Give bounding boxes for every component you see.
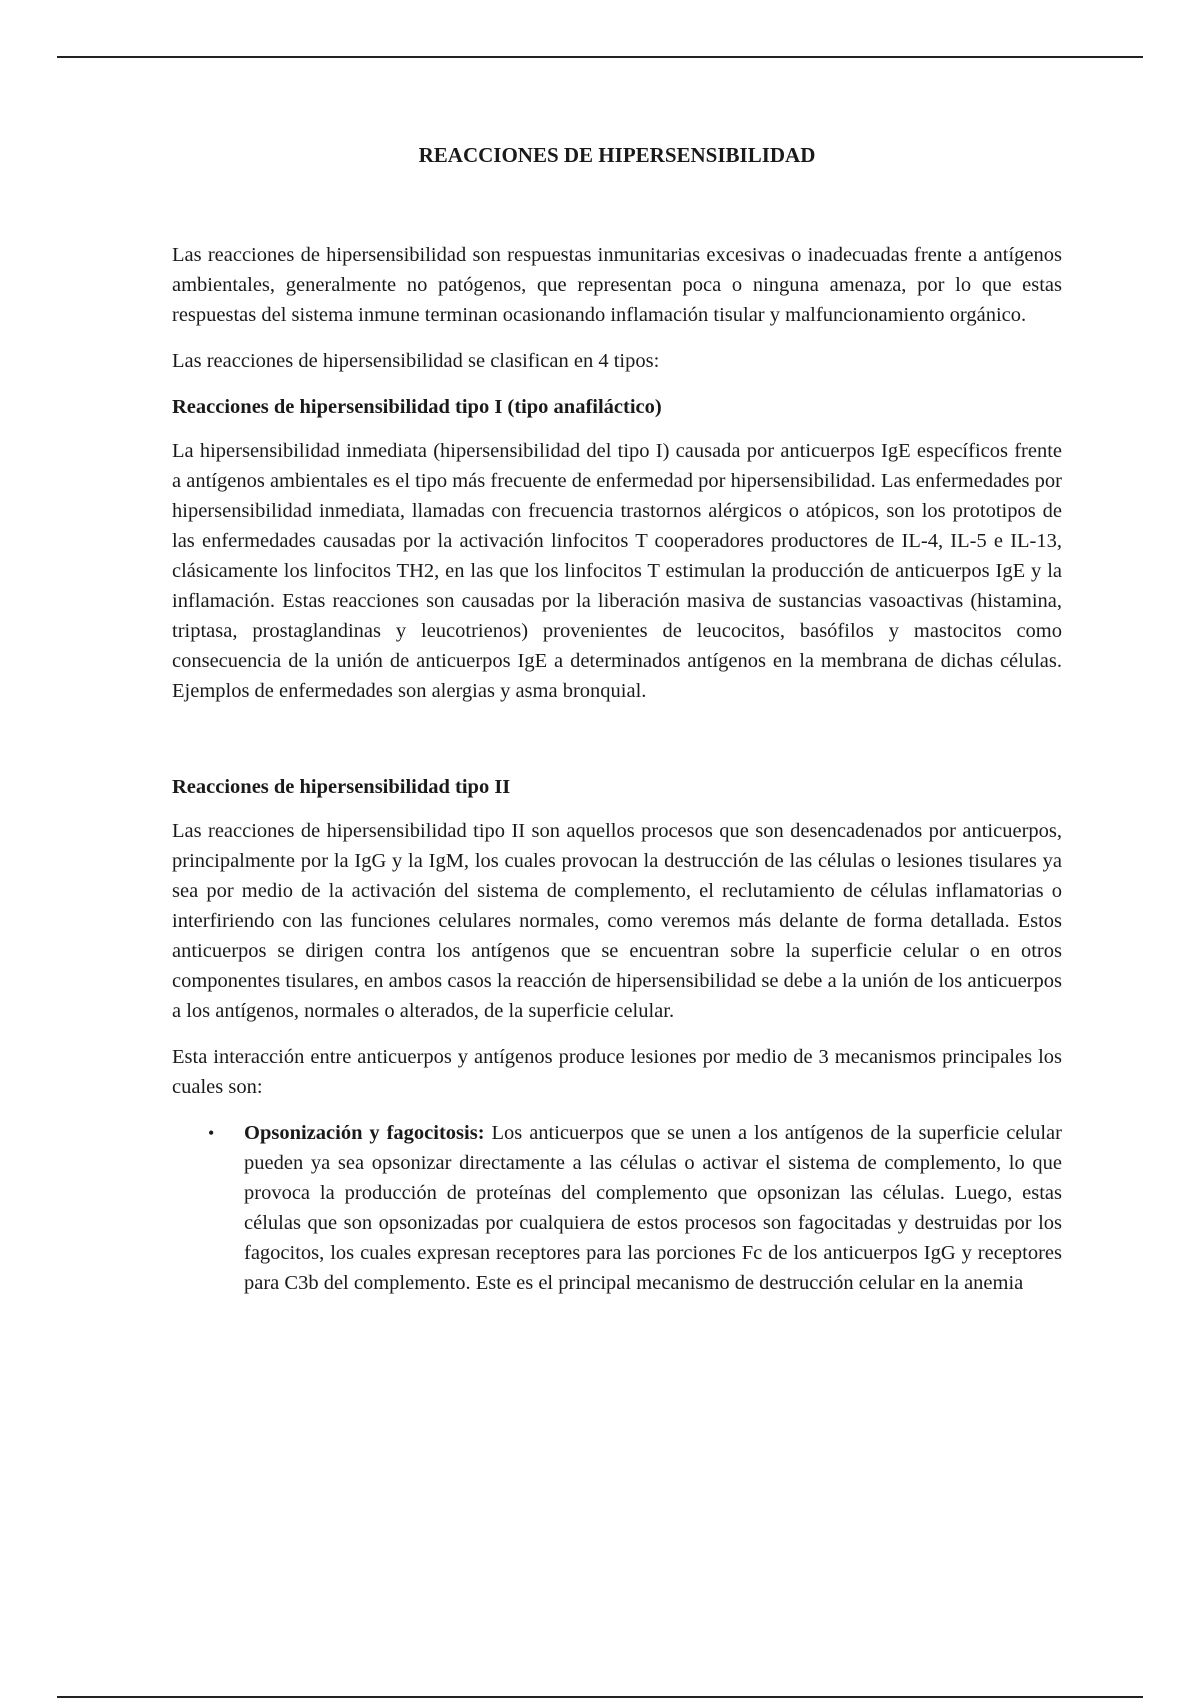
document-title: REACCIONES DE HIPERSENSIBILIDAD	[418, 143, 816, 167]
type2-heading: Reacciones de hipersensibilidad tipo II	[172, 776, 511, 798]
document-page	[172, 140, 1062, 1298]
type2-paragraph: Las reacciones de hipersensibilidad tipo II son aquellos procesos que son desencadenados por anticuerpos, principalmente por la IgG y la IgM, los cuales provocan la destrucción de las células o lesiones tisulares ya sea por medio de la activación del sistema de complemento, el reclutamiento de células inflamatorias o interfiriendo con las funciones celulares normales, como veremos más delante de forma detallada. Estos anticuerpos se dirigen contra los antígenos que se encuentran sobre la superficie celular o en otros componentes tisulares, en ambos casos la reacción de hipersensibilidad se debe a la unión de los anticuerpos a los antígenos, normales o alterados, de la superficie celular.	[172, 820, 1062, 1022]
bullet-icon: •	[208, 1123, 215, 1143]
mechanisms-list	[172, 1118, 1062, 1298]
section-spacer	[172, 722, 1062, 772]
top-rule	[57, 56, 1143, 58]
bullet-lead-text: Opsonización y fagocitosis:	[244, 1122, 485, 1144]
bottom-rule	[57, 1696, 1143, 1698]
intro-paragraph: Las reacciones de hipersensibilidad son respuestas inmunitarias excesivas o inadecuadas frente a antígenos ambientales, generalmente no patógenos, que representan poca o ninguna amenaza, por lo que estas respuestas del sistema inmune terminan ocasionando inflamación tisular y malfuncionamiento orgánico.	[172, 244, 1062, 326]
type1-heading: Reacciones de hipersensibilidad tipo I (tipo anafiláctico)	[172, 396, 662, 418]
bullet-body-text: Los anticuerpos que se unen a los antígenos de la superficie celular pueden ya sea opsonizar directamente a las células o activar el sistema de complemento, lo que provoca la producción de proteínas del complemento que opsonizan las células. Luego, estas células que son opsonizadas por cualquiera de estos procesos son fagocitadas y destruidas por los fagocitos, los cuales expresan receptores para las porciones Fc de los anticuerpos IgG y receptores para C3b del complemento. Este es el principal mecanismo de destrucción celular en la anemia	[244, 1122, 1062, 1294]
classification-paragraph: Las reacciones de hipersensibilidad se clasifican en 4 tipos:	[172, 350, 660, 372]
list-item	[172, 1118, 1062, 1298]
type1-paragraph: La hipersensibilidad inmediata (hipersensibilidad del tipo I) causada por anticuerpos IgE específicos frente a antígenos ambientales es el tipo más frecuente de enfermedad por hipersensibilidad. Las enfermedades por hipersensibilidad inmediata, llamadas con frecuencia trastornos alérgicos o atópicos, son los prototipos de las enfermedades causadas por la activación linfocitos T cooperadores productores de IL-4, IL-5 e IL-13, clásicamente los linfocitos TH2, en las que los linfocitos T estimulan la producción de anticuerpos IgE y la inflamación. Estas reacciones son causadas por la liberación masiva de sustancias vasoactivas (histamina, triptasa, prostaglandinas y leucotrienos) provenientes de leucocitos, basófilos y mastocitos como consecuencia de la unión de anticuerpos IgE a determinados antígenos en la membrana de dichas células. Ejemplos de enfermedades son alergias y asma bronquial.	[172, 440, 1062, 702]
mechanisms-intro-paragraph: Esta interacción entre anticuerpos y antígenos produce lesiones por medio de 3 mecanismos principales los cuales son:	[172, 1046, 1062, 1098]
